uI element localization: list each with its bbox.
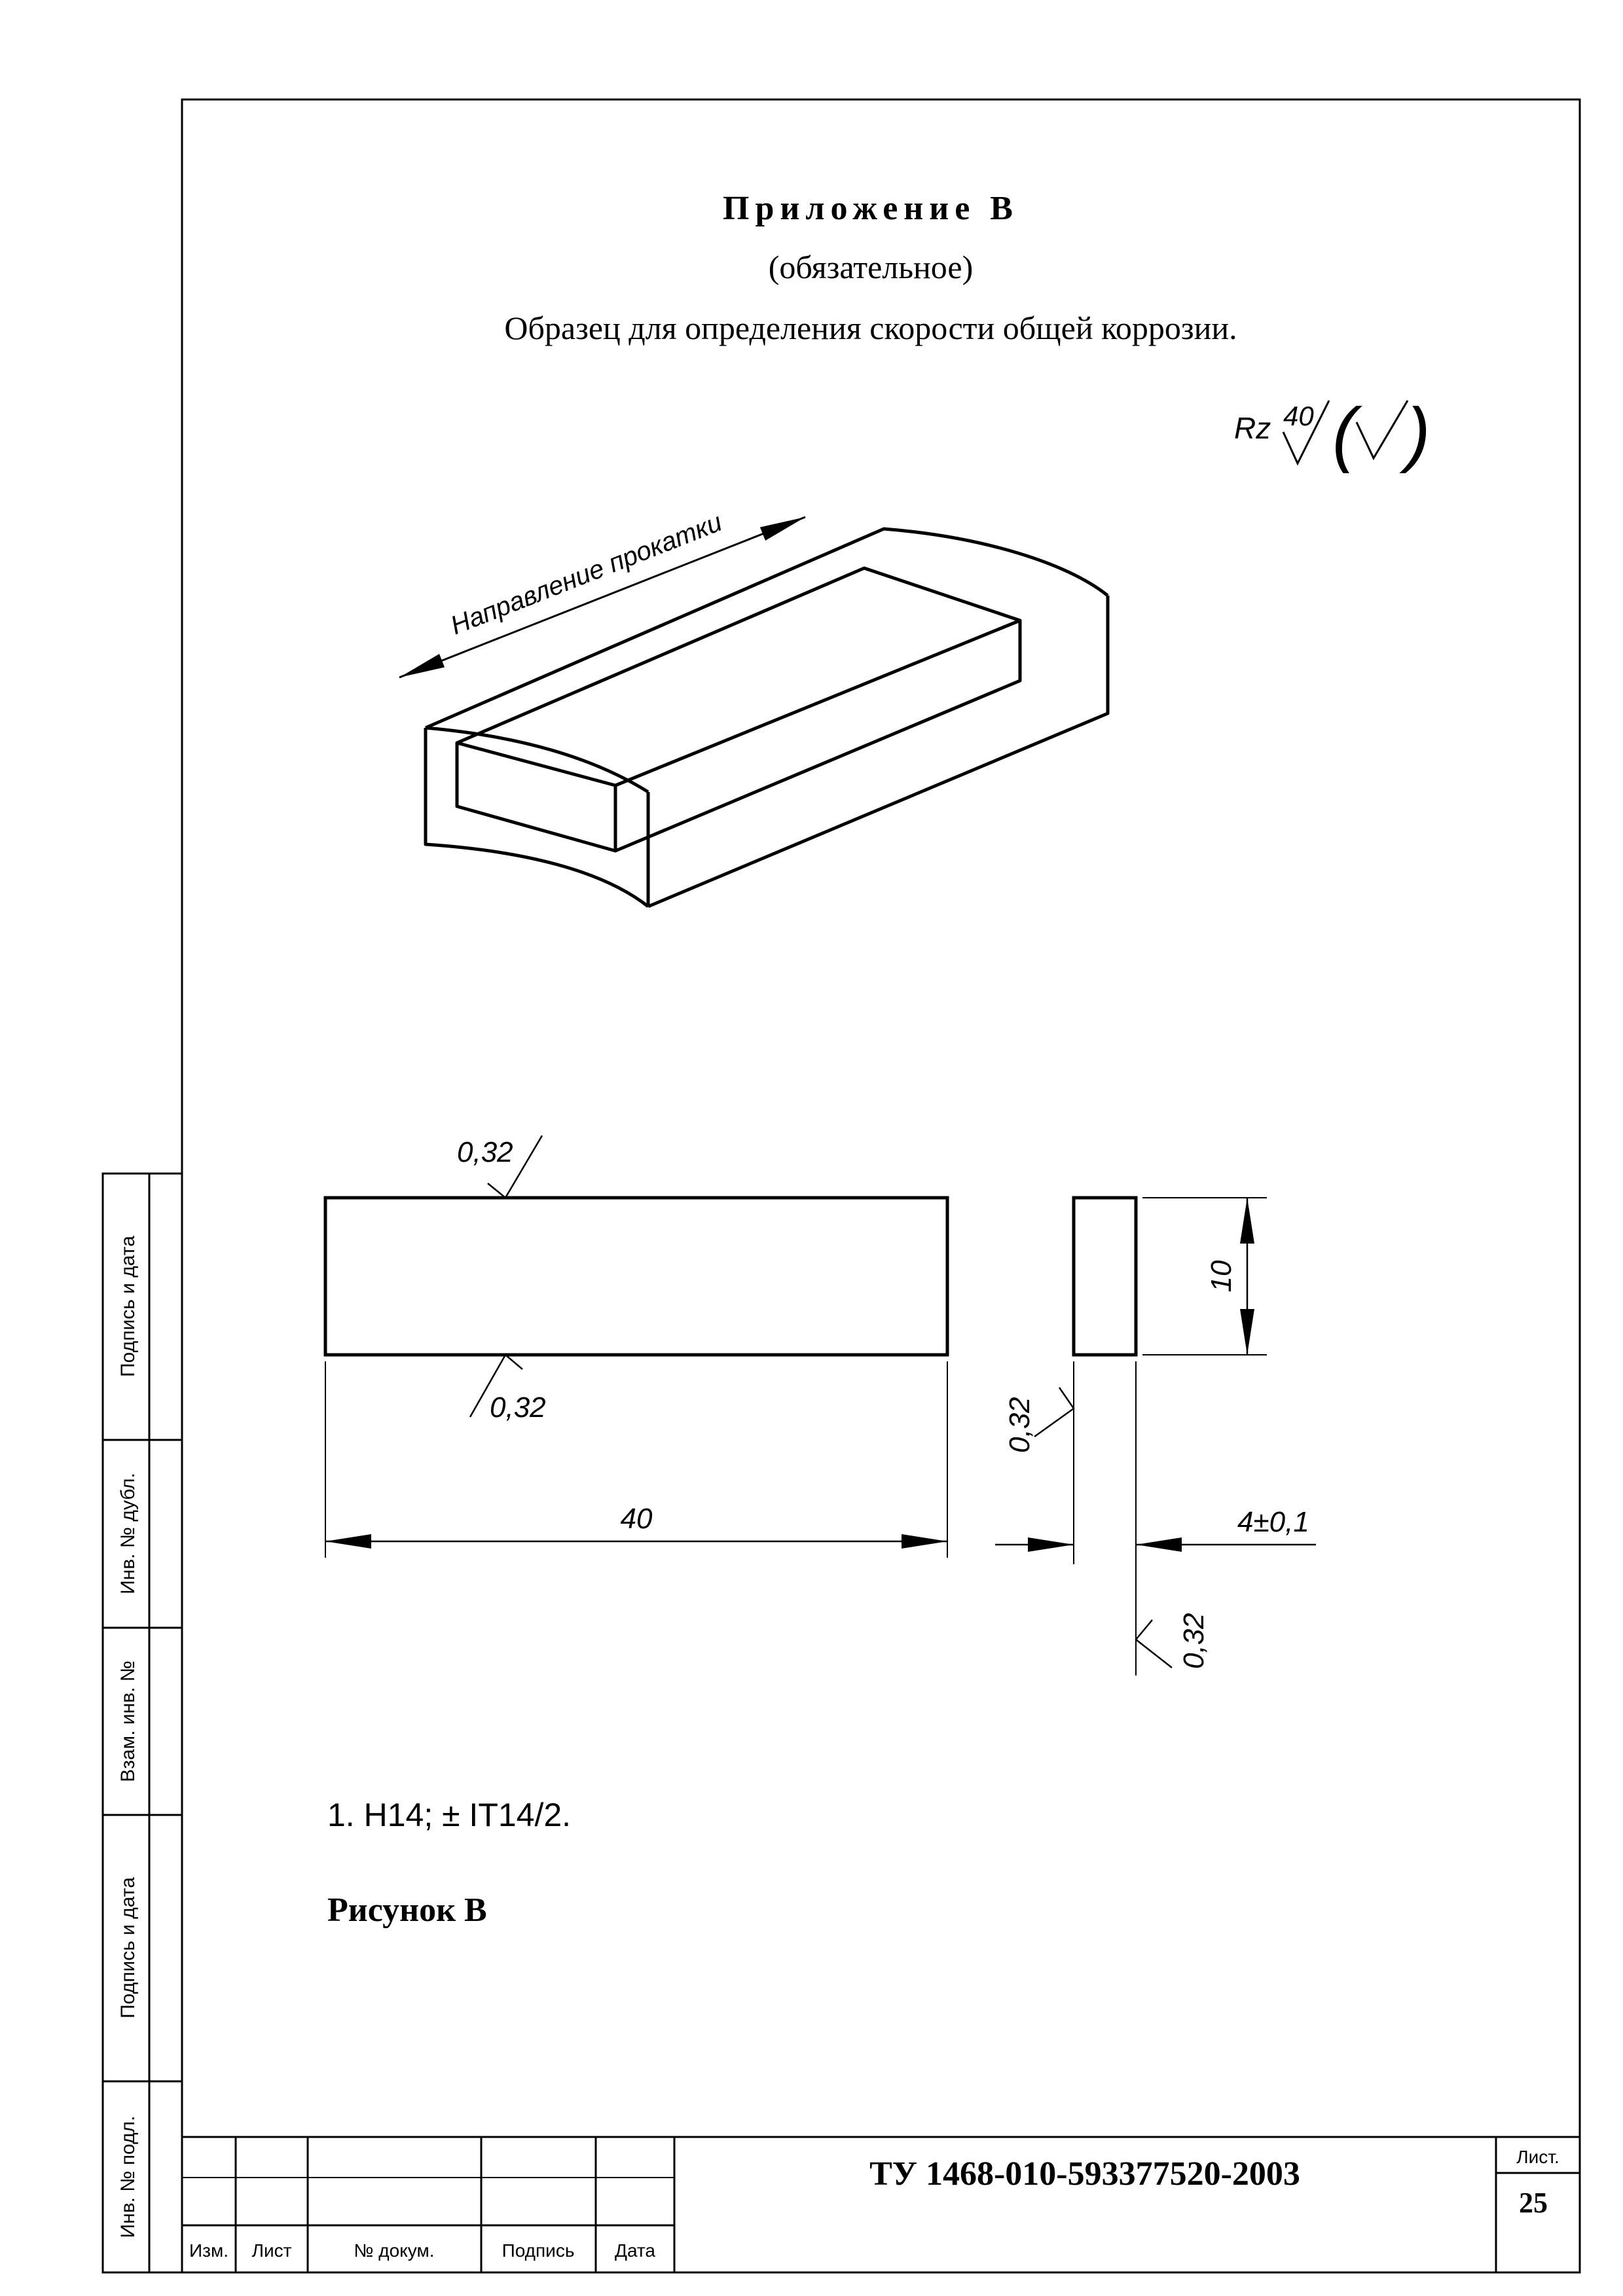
roughness-paren-open: (: [1332, 393, 1357, 474]
col-izm: Изм.: [189, 2240, 228, 2261]
stamp-dup-inventory: Инв. № дубл.: [117, 1473, 139, 1594]
length-dimension: 40: [620, 1503, 653, 1535]
document-code: ТУ 1468-010-593377520-2003: [869, 2155, 1300, 2193]
sheet-label: Лист.: [1516, 2147, 1559, 2167]
stamp-replacement-inventory: Взам. инв. №: [117, 1660, 139, 1782]
rolling-direction-label: Направление прокатки: [447, 507, 726, 641]
roughness-value: 40: [1283, 401, 1314, 431]
stamp-signature-date-lower: Подпись и дата: [117, 1877, 139, 2018]
bottom-surface-roughness: 0,32: [490, 1391, 546, 1424]
col-signature: Подпись: [501, 2240, 575, 2261]
figure-label: Рисунок В: [327, 1892, 487, 1929]
appendix-subtitle: (обязательное): [768, 249, 974, 285]
appendix-caption: Образец для определения скорости общей коррозии.: [504, 310, 1237, 346]
top-surface-roughness: 0,32: [457, 1136, 513, 1168]
stamp-original-inventory: Инв. № подл.: [117, 2115, 139, 2238]
roughness-paren-close: ): [1406, 393, 1431, 474]
note-1: 1. H14; ± IT14/2.: [327, 1797, 572, 1833]
sheet-number: 25: [1519, 2187, 1548, 2219]
col-date: Дата: [614, 2240, 656, 2261]
roughness-prefix: Rz: [1234, 411, 1271, 445]
appendix-title: Приложение В: [723, 190, 1019, 227]
sheet-frame: [182, 99, 1580, 2272]
side-view: [995, 1198, 1316, 1676]
general-roughness-symbol: [1234, 393, 1431, 474]
left-stamp: [103, 1174, 182, 2272]
col-list: Лист: [251, 2240, 292, 2261]
thickness-dimension: 4±0,1: [1237, 1506, 1309, 1538]
side-bottom-roughness: 0,32: [1178, 1613, 1210, 1669]
height-dimension: 10: [1205, 1260, 1237, 1293]
stamp-signature-date-upper: Подпись и дата: [117, 1236, 139, 1377]
front-view: [325, 1136, 947, 1558]
col-doc-no: № докум.: [354, 2240, 435, 2261]
side-left-roughness: 0,32: [1004, 1397, 1036, 1453]
